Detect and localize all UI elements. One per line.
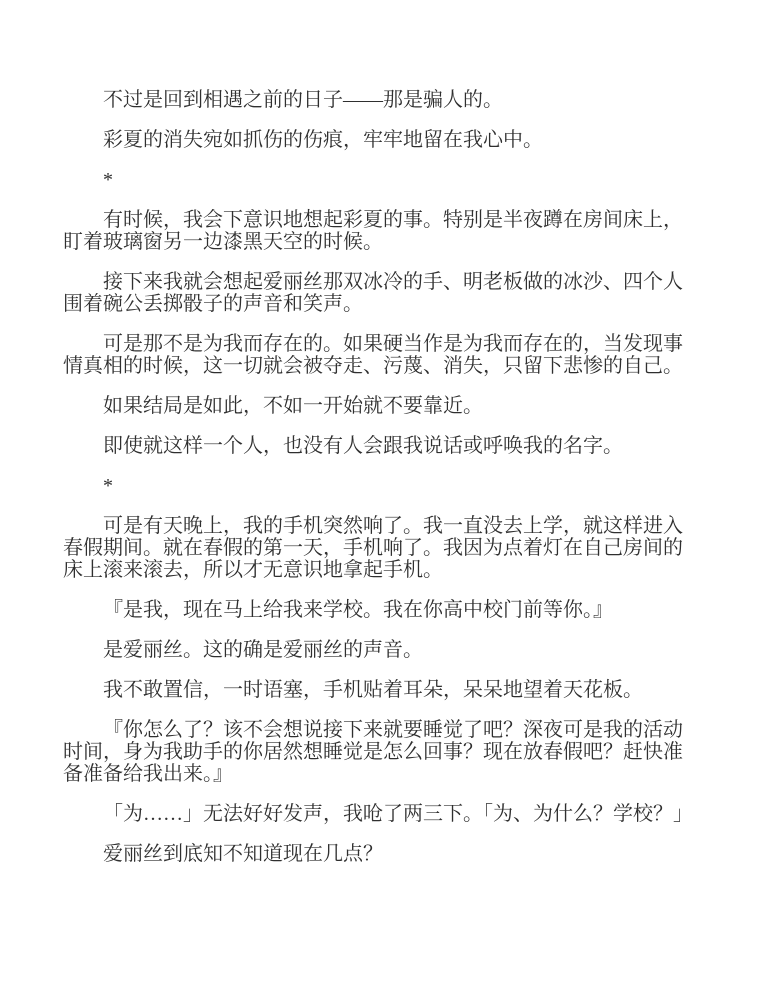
section-separator: * — [103, 475, 113, 497]
paragraph: 「为……」无法好好发声，我呛了两三下。「为、为什么？学校？」 — [103, 803, 693, 825]
paragraph: 接下来我就会想起爱丽丝那双冰冷的手、明老板做的冰沙、四个人围着碗公丢掷骰子的声音和笑声。 — [63, 271, 683, 315]
paragraph: 即使就这样一个人，也没有人会跟我说话或呼唤我的名字。 — [103, 435, 623, 457]
paragraph: 我不敢置信，一时语塞，手机贴着耳朵，呆呆地望着天花板。 — [103, 679, 643, 701]
paragraph: 有时候，我会下意识地想起彩夏的事。特别是半夜蹲在房间床上，盯着玻璃窗另一边漆黑天空的时候。 — [63, 209, 683, 253]
paragraph: 可是有天晚上，我的手机突然响了。我一直没去上学，就这样进入春假期间。就在春假的第一天，手机响了。我因为点着灯在自己房间的床上滚来滚去，所以才无意识地拿起手机。 — [63, 515, 683, 581]
paragraph: 『你怎么了？该不会想说接下来就要睡觉了吧？深夜可是我的活动时间，身为我助手的你居然想睡觉是怎么回事？现在放春假吧？赶快准备准备给我出来。』 — [63, 719, 683, 785]
paragraph: 可是那不是为我而存在的。如果硬当作是为我而存在的，当发现事情真相的时候，这一切就会被夺走、污蔑、消失，只留下悲惨的自己。 — [63, 333, 683, 377]
paragraph: 『是我，现在马上给我来学校。我在你高中校门前等你。』 — [103, 599, 613, 621]
paragraph: 是爱丽丝。这的确是爱丽丝的声音。 — [103, 639, 423, 661]
paragraph: 彩夏的消失宛如抓伤的伤痕，牢牢地留在我心中。 — [103, 129, 543, 151]
paragraph: 爱丽丝到底知不知道现在几点？ — [103, 843, 383, 865]
paragraph: 不过是回到相遇之前的日子——那是骗人的。 — [103, 89, 503, 111]
section-separator: * — [103, 169, 113, 191]
paragraph: 如果结局是如此，不如一开始就不要靠近。 — [103, 395, 483, 417]
